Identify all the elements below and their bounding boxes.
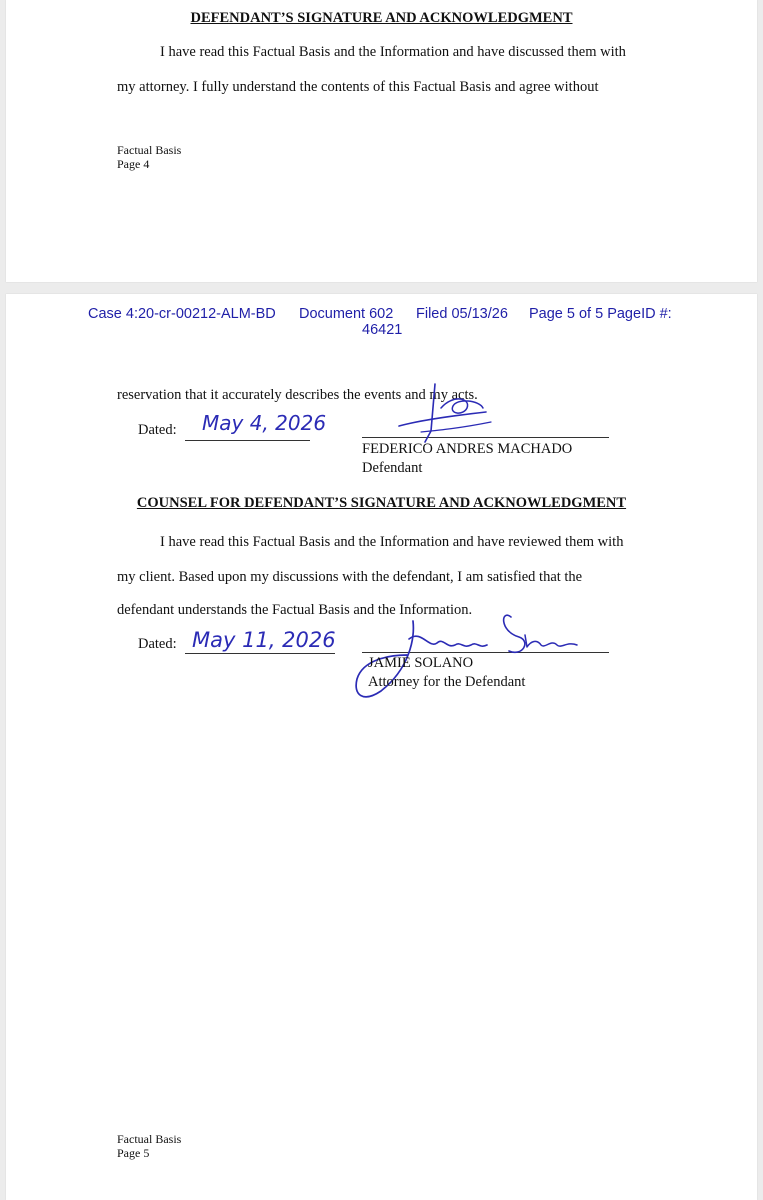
document-page-4 <box>6 0 757 282</box>
stamp-case-number: Case 4:20-cr-00212-ALM-BD <box>88 306 276 322</box>
paragraph-line: my client. Based upon my discussions with the defendant, I am satisfied that the <box>117 569 583 585</box>
page-footer <box>117 143 181 171</box>
counsel-name: JAMIE SOLANO <box>368 655 474 671</box>
defendant-role: Defendant <box>362 460 423 476</box>
footer-page-number: Page 4 <box>117 157 150 171</box>
paragraph-line: I have read this Factual Basis and the Information and have reviewed them with <box>160 534 624 550</box>
paragraph-line: I have read this Factual Basis and the Information and have discussed them with <box>160 44 626 60</box>
document-page-5 <box>6 294 757 1200</box>
stamp-filed-date: Filed 05/13/26 <box>416 306 508 322</box>
dated-label: Dated: <box>138 636 177 652</box>
dated-label: Dated: <box>138 422 177 438</box>
stamp-pageid: 46421 <box>362 322 403 338</box>
paragraph-line: my attorney. I fully understand the contents of this Factual Basis and agree without <box>117 79 599 95</box>
handwritten-date: May 4, 2026 <box>202 411 327 435</box>
date-signature-line <box>185 440 310 441</box>
footer-title: Factual Basis <box>117 143 182 157</box>
counsel-signature <box>351 599 591 709</box>
page-footer <box>117 1132 181 1160</box>
footer-title: Factual Basis <box>117 1132 182 1146</box>
handwritten-date: May 11, 2026 <box>192 628 336 652</box>
defendant-ack-heading: DEFENDANT’S SIGNATURE AND ACKNOWLEDGMENT <box>190 10 573 26</box>
counsel-role: Attorney for the Defendant <box>368 674 526 690</box>
stamp-document-number: Document 602 <box>299 306 394 322</box>
paragraph-line: reservation that it accurately describes the events and my acts. <box>117 387 478 403</box>
footer-page-number: Page 5 <box>117 1146 150 1160</box>
paragraph-line: defendant understands the Factual Basis and the Information. <box>117 602 473 618</box>
counsel-ack-heading: COUNSEL FOR DEFENDANT’S SIGNATURE AND ACKNOWLEDGMENT <box>136 495 627 511</box>
defendant-name: FEDERICO ANDRES MACHADO <box>362 441 573 457</box>
stamp-page-info: Page 5 of 5 PageID #: <box>529 306 672 322</box>
date-signature-line <box>185 653 335 654</box>
